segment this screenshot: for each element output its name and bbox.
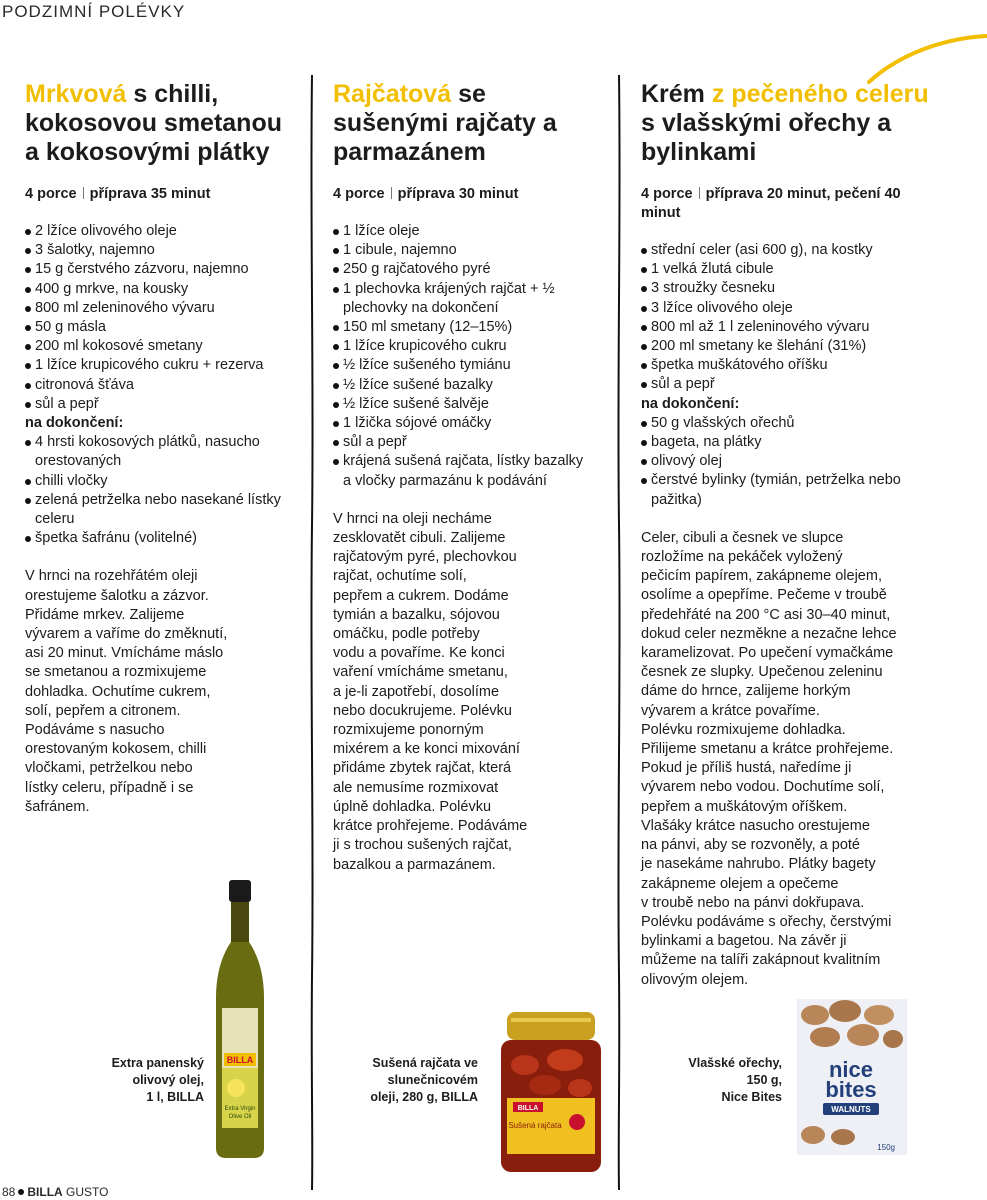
servings: 4 porce [25, 186, 77, 202]
method-line: olivovým olejem. [641, 971, 749, 988]
method-text [333, 510, 593, 875]
caption-line: Nice Bites [721, 1090, 782, 1104]
recipe-title-highlight: Rajčatová [333, 80, 452, 108]
finish-subheading: na dokončení: [641, 395, 740, 412]
method-line: mixérem a ke konci mixování [333, 741, 520, 758]
ingredient-item: sůl a pepř [641, 375, 941, 394]
ingredient-item: 3 stroužky česneku [641, 279, 941, 298]
servings: 4 porce [333, 186, 385, 202]
method-line: vývarem a vaříme do změknutí, [25, 626, 228, 643]
method-line: pepřem a muškátovým oříškem. [641, 798, 848, 815]
method-line: v troubě nebo na pánvi dokřupava. [641, 894, 865, 911]
meta-separator [83, 187, 84, 199]
ingredient-list [333, 222, 593, 491]
method-line: a je-li zapotřebí, dosolíme [333, 683, 500, 700]
recipe-column-carrot [25, 80, 300, 817]
jar-label-brand: BILLA [517, 1105, 539, 1112]
ingredient-item: střední celer (asi 600 g), na kostky [641, 241, 941, 260]
product-caption-tomatoes [340, 1055, 478, 1106]
method-line: ale nemusíme rozmixovat [333, 779, 499, 796]
prep-time: příprava 35 minut [89, 186, 211, 202]
ingredient-item: špetka šafránu (volitelné) [25, 529, 300, 548]
method-text [25, 567, 300, 817]
ingredient-list [25, 222, 300, 548]
method-line: Podáváme s nasucho [25, 722, 165, 739]
method-line: krátce prohřejeme. Podáváme [333, 818, 528, 835]
method-line: úplně dohladka. Polévku [333, 798, 492, 815]
ingredient-item: 150 ml smetany (12–15%) [333, 318, 593, 337]
recipe-column-tomato [333, 80, 593, 875]
recipe-title-highlight: Mrkvová [25, 80, 127, 108]
ingredient-item: 1 lžíce krupicového cukru + rezerva [25, 356, 300, 375]
ingredient-item: 250 g rajčatového pyré [333, 260, 593, 279]
method-line: Přilijeme smetanu a krátce prohřejeme. [641, 741, 894, 758]
recipe-title-rest: s chilli, kokosovou smetanou a kokosovými plátky [25, 80, 282, 166]
caption-line: 1 l, BILLA [146, 1090, 204, 1104]
method-line: česnek ze slupky. Upečenou zeleninu [641, 664, 883, 681]
ingredient-item: sůl a pepř [333, 433, 593, 452]
method-line: Vlašáky krátce nasucho orestujeme [641, 817, 870, 834]
ingredient-item: 1 plechovka krájených rajčat + ½ plechovky na dokončení [333, 280, 593, 318]
recipe-column-celery [641, 80, 941, 990]
method-line: dáme do hrnce, zalijeme horkým [641, 683, 851, 700]
caption-line: olivový olej, [132, 1073, 204, 1087]
meta-separator [699, 187, 700, 199]
method-line: lístky celeru, případně i se [25, 779, 194, 796]
ingredient-item: krájená sušená rajčata, lístky bazalky a vločky parmazánu k podávání [333, 452, 593, 490]
method-line: solí, pepřem a citronem. [25, 702, 181, 719]
method-line: vývarem nebo vodou. Dochutíme solí, [641, 779, 885, 796]
column-divider-2 [614, 75, 624, 1190]
method-line: bazalkou a parmazánem. [333, 856, 496, 873]
method-text [641, 529, 941, 990]
recipe-title [641, 80, 941, 167]
method-line: orestovaným kokosem, chilli [25, 741, 207, 758]
method-line: můžeme na talíři zakápnout kvalitním [641, 952, 881, 969]
method-line: na pánvi, aby se rozvoněly, a poté [641, 837, 860, 854]
method-line: ji s trochou sušených rajčat, [333, 837, 512, 854]
ingredient-item: 4 hrsti kokosových plátků, nasucho orestovaných [25, 433, 300, 471]
method-line: se smetanou a rozmixujeme [25, 664, 207, 681]
method-line: tymián a bazalku, sójovou [333, 606, 500, 623]
method-line: dokud celer nezměkne a nezačne lehce [641, 625, 897, 642]
footer-magazine: GUSTO [66, 1185, 109, 1199]
method-line: je nasekáme nahrubo. Plátky bagety [641, 856, 876, 873]
walnut-pouch-image [793, 995, 911, 1160]
method-line: omáčku, podle potřeby [333, 626, 480, 643]
prep-time: příprava 20 minut, pečení 40 minut [641, 186, 901, 221]
method-line: zakápneme olejem a opečeme [641, 875, 839, 892]
method-line: rozmixujeme ponorným [333, 722, 484, 739]
method-line: karamelizovat. Po upečení vymačkáme [641, 645, 894, 662]
pouch-variant: WALNUTS [831, 1105, 871, 1114]
ingredient-item: 1 lžička sójové omáčky [333, 414, 593, 433]
ingredient-item: olivový olej [641, 452, 941, 471]
section-label: PODZIMNÍ POLÉVKY [2, 2, 186, 21]
sun-dried-tomato-jar-image [495, 1010, 607, 1175]
ingredient-item: ½ lžíce sušeného tymiánu [333, 356, 593, 375]
ingredient-item: chilli vločky [25, 472, 300, 491]
ingredient-item: 3 šalotky, najemno [25, 241, 300, 260]
recipe-meta [25, 185, 300, 204]
ingredient-item: 15 g čerstvého zázvoru, najemno [25, 260, 300, 279]
method-line: zesklovatět cibuli. Zalijeme [333, 530, 506, 547]
product-caption-walnuts [660, 1055, 782, 1106]
footer-brand: BILLA [27, 1185, 63, 1199]
method-line: vaření vmícháme smetanu, [333, 664, 508, 681]
ingredient-item: 1 velká žlutá cibule [641, 260, 941, 279]
recipe-title-highlight: z pečeného celeru [711, 80, 929, 108]
method-line: nebo docukrujeme. Polévku [333, 702, 512, 719]
method-line: rajčat, ochutíme solí, [333, 568, 467, 585]
ingredient-item: 2 lžíce olivového oleje [25, 222, 300, 241]
recipe-title [333, 80, 593, 167]
jar-label-line: Sušená rajčata [508, 1121, 562, 1130]
ingredient-item: bageta, na plátky [641, 433, 941, 452]
caption-line: slunečnicovém [387, 1073, 478, 1087]
ingredient-item: 1 cibule, najemno [333, 241, 593, 260]
ingredient-item: 200 ml smetany ke šlehání (31%) [641, 337, 941, 356]
method-line: vločkami, petrželkou nebo [25, 760, 193, 777]
ingredient-item: ½ lžíce sušené šalvěje [333, 395, 593, 414]
pouch-weight: 150g [877, 1143, 895, 1152]
method-line: rajčatovým pyré, plechovkou [333, 549, 517, 566]
method-line: Pokud je příliš hustá, naředíme ji [641, 760, 852, 777]
ingredient-item: 1 lžíce krupicového cukru [333, 337, 593, 356]
caption-line: 150 g, [746, 1073, 782, 1087]
olive-oil-bottle-image [210, 878, 270, 1160]
prep-time: příprava 30 minut [397, 186, 519, 202]
recipe-meta [333, 185, 593, 204]
ingredient-item: ½ lžíce sušené bazalky [333, 376, 593, 395]
method-line: pepřem a cukrem. Dodáme [333, 587, 509, 604]
ingredient-item: 200 ml kokosové smetany [25, 337, 300, 356]
ingredient-item: špetka muškátového oříšku [641, 356, 941, 375]
ingredient-item: 3 lžíce olivového oleje [641, 299, 941, 318]
ingredient-item: čerstvé bylinky (tymián, petrželka nebo pažitka) [641, 471, 941, 509]
method-line: bylinkami a bagetou. Na závěr ji [641, 933, 847, 950]
ingredient-item: sůl a pepř [25, 395, 300, 414]
method-line: asi 20 minut. Vmícháme máslo [25, 645, 224, 662]
pouch-brand-line-2: bites [825, 1077, 877, 1102]
method-line: předehřáté na 200 °C asi 30–40 minut, [641, 606, 891, 623]
recipe-title-rest: se sušenými rajčaty a parmazánem [333, 80, 557, 166]
ingredient-item: 50 g másla [25, 318, 300, 337]
recipe-title [25, 80, 300, 167]
method-line: Polévku podáváme s ořechy, čerstvými [641, 913, 892, 930]
recipe-title-pre: Krém [641, 80, 712, 108]
method-line: osolíme a opepříme. Pečeme v troubě [641, 587, 887, 604]
ingredient-list [641, 241, 941, 510]
meta-separator [391, 187, 392, 199]
method-line: orestujeme šalotku a zázvor. [25, 587, 209, 604]
method-line: přidáme zbytek rajčat, která [333, 760, 512, 777]
ingredient-item: 50 g vlašských ořechů [641, 414, 941, 433]
ingredient-item: 800 ml až 1 l zeleninového vývaru [641, 318, 941, 337]
finish-subheading: na dokončení: [25, 415, 124, 432]
ingredient-item: citronová šťáva [25, 376, 300, 395]
caption-line: Extra panenský [111, 1056, 204, 1070]
caption-line: Vlašské ořechy, [688, 1056, 782, 1070]
ingredient-item: 1 lžíce oleje [333, 222, 593, 241]
method-line: Polévku rozmixujeme dohladka. [641, 721, 846, 738]
method-line: dohladka. Ochutíme cukrem, [25, 683, 211, 700]
recipe-meta [641, 185, 941, 223]
ingredient-item: 400 g mrkve, na kousky [25, 280, 300, 299]
method-line: vodu a povaříme. Ke konci [333, 645, 505, 662]
servings: 4 porce [641, 186, 693, 202]
pouch-brand-line-1: nice [828, 1057, 874, 1082]
method-line: pečicím papírem, zakápneme olejem, [641, 568, 882, 585]
oil-label-line: Extra Virgin [224, 1106, 256, 1112]
ingredient-item: 800 ml zeleninového vývaru [25, 299, 300, 318]
product-caption-oil [60, 1055, 204, 1106]
method-line: vývarem a krátce povaříme. [641, 702, 820, 719]
method-line: Celer, cibuli a česnek ve slupce [641, 529, 844, 546]
method-line: šafránem. [25, 798, 90, 815]
method-line: V hrnci na rozehřátém oleji [25, 568, 198, 585]
footer-dot [18, 1189, 24, 1195]
method-line: rozložíme na pekáček vyložený [641, 549, 843, 566]
method-line: V hrnci na oleji necháme [333, 510, 492, 527]
column-divider-1 [307, 75, 317, 1190]
page-number: 88 [2, 1185, 16, 1199]
ingredient-item: zelená petrželka nebo nasekané lístky celeru [25, 491, 300, 529]
recipe-title-rest: s vlašskými ořechy a bylinkami [641, 109, 892, 166]
oil-label-brand: BILLA [226, 1055, 254, 1065]
caption-line: oleji, 280 g, BILLA [370, 1090, 478, 1104]
caption-line: Sušená rajčata ve [372, 1056, 478, 1070]
page-footer [2, 1185, 108, 1199]
method-line: Přidáme mrkev. Zalijeme [25, 606, 185, 623]
oil-label-line: Olive Oil [228, 1114, 252, 1120]
